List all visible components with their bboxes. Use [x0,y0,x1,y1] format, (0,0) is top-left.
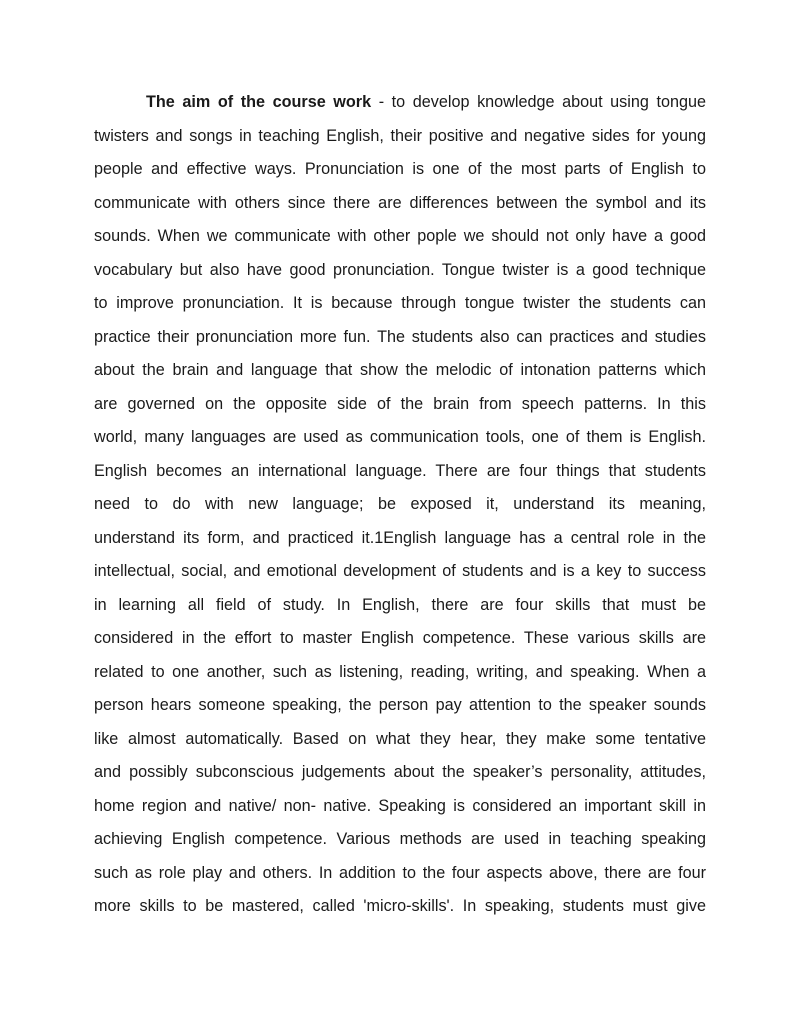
paragraph-line: people and effective ways. Pronunciation is one of the most parts of English to [94,160,706,178]
paragraph-line: related to one another, such as listening, reading, writing, and speaking. When a [94,662,706,681]
paragraph-line: English becomes an international language. There are four things that students [94,461,706,480]
paragraph-line: understand its form, and practiced it.1English language has a central role in the [94,528,706,547]
paragraph-line: practice their pronunciation more fun. The students also can practices and studies [94,327,706,346]
paragraph-line: such as role play and others. In addition to the four aspects above, there are four [94,863,706,882]
body-paragraph [94,86,706,924]
paragraph-line: achieving English competence. Various methods are used in teaching speaking [94,830,706,848]
paragraph-line: about the brain and language that show the melodic of intonation patterns which [94,361,706,379]
paragraph-line: in learning all field of study. In English, there are four skills that must be [94,595,706,614]
paragraph-line: like almost automatically. Based on what they hear, they make some tentative [94,729,706,748]
paragraph-line: person hears someone speaking, the person pay attention to the speaker sounds [94,696,706,714]
paragraph-line: vocabulary but also have good pronunciation. Tongue twister is a good technique [94,260,706,279]
paragraph-line: world, many languages are used as communication tools, one of them is English. [94,428,706,446]
paragraph-line: communicate with others since there are differences between the symbol and its [94,193,706,212]
paragraph-line: home region and native/ non- native. Speaking is considered an important skill in [94,796,706,815]
paragraph-line-1 [94,86,706,120]
paragraph-line: considered in the effort to master English competence. These various skills are [94,629,706,647]
paragraph-line: intellectual, social, and emotional development of students and is a key to success [94,562,706,580]
paragraph-line: to improve pronunciation. It is because through tongue twister the students can [94,294,706,312]
paragraph-line-1-text: - to develop knowledge about using tongue [371,93,706,111]
lead-bold-phrase: The aim of the course work [146,93,372,111]
paragraph-line: are governed on the opposite side of the brain from speech patterns. In this [94,394,706,413]
paragraph-line: twisters and songs in teaching English, their positive and negative sides for young [94,126,706,145]
paragraph-line: sounds. When we communicate with other pople we should not only have a good [94,227,706,245]
paragraph-line: need to do with new language; be exposed it, understand its meaning, [94,495,706,513]
paragraph-line: more skills to be mastered, called 'micro-skills'. In speaking, students must give [94,897,706,915]
paragraph-line: and possibly subconscious judgements about the speaker’s personality, attitudes, [94,763,706,781]
